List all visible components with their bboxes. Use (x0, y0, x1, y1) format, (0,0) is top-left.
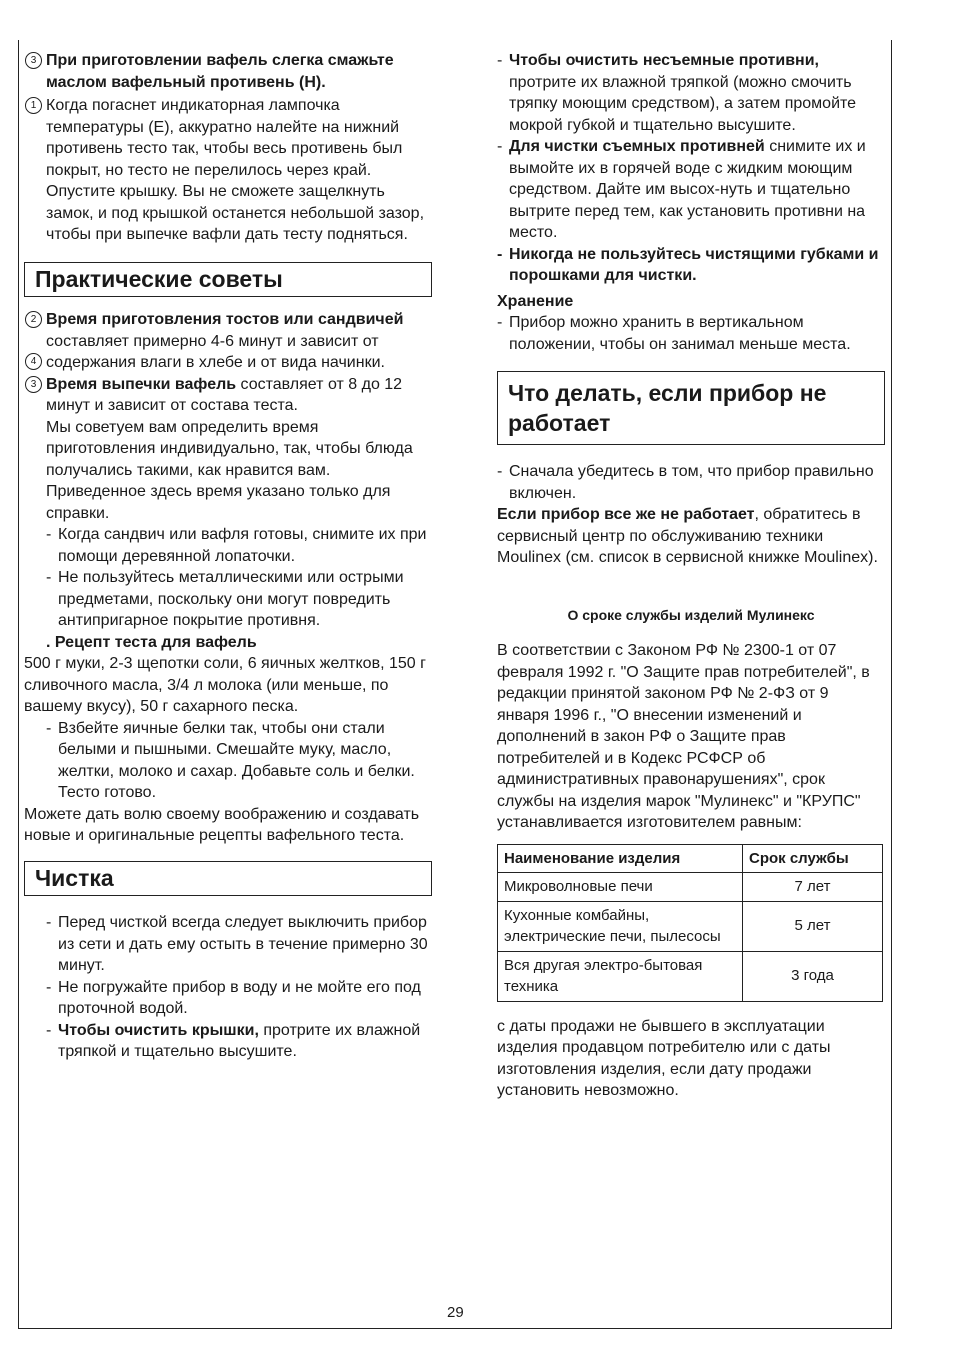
table-row (498, 901, 883, 951)
table-cell-term: 5 лет (743, 901, 883, 951)
table-header-row (498, 844, 883, 873)
recipe-ingredients: 500 г муки, 2-3 щепотки соли, 6 яичных желтков, 150 г сливочного масла, 3/4 л молока (или меньше, по вашему вкусу), 50 г сахарного песка. (24, 655, 426, 715)
trouble-contact-service: Если прибор все же не работает, обратитесь в сервисный центр по обслуживанию техники Moulinex (см. список в сервисной книжке Moulinex). (497, 506, 878, 566)
clean-unplug: - Перед чисткой всегда следует выключить прибор из сети и дать ему остыть в течение примерно 30 минут. (46, 912, 432, 977)
section-heading-tips: Практические советы (24, 262, 432, 298)
clean-warning: - Никогда не пользуйтесь чистящими губками и порошками для чистки. (497, 244, 885, 287)
section-heading-cleaning: Чистка (24, 861, 432, 897)
recipe-bullet-whisk: - Взбейте яичные белки так, чтобы они стали белыми и пышными. Смешайте муку, масло, желтки, молоко и сахар. Добавьте соль и белки. Тесто готово. (46, 718, 432, 804)
table-cell-product: Микроволновые печи (498, 873, 743, 902)
table-header-term: Срок службы (743, 844, 883, 873)
trouble-check-power: - Сначала убедитесь в том, что прибор правильно включен. (497, 461, 885, 504)
step-marker-1: 1 (25, 97, 42, 114)
step-marker-3: 3 (25, 52, 42, 69)
section-heading-troubleshooting: Что делать, если прибор не работает (497, 371, 885, 445)
page-number: 29 (447, 1304, 464, 1321)
table-cell-term: 7 лет (743, 873, 883, 902)
table-header-product: Наименование изделия (498, 844, 743, 873)
left-column (24, 50, 432, 1063)
clean-no-water: - Не погружайте прибор в воду и не мойте его под проточной водой. (46, 977, 432, 1020)
tip-bullet-spatula: - Когда сандвич или вафля готовы, снимите их при помощи деревянной лопаточки. (46, 524, 432, 567)
step-marker-3b: 3 (25, 376, 42, 393)
table-cell-product: Вся другая электро-бытовая техника (498, 951, 743, 1001)
tip-bullet-metal: - Не пользуйтесь металлическими или острыми предметами, поскольку они могут повредить антипригарное покрытие противня. (46, 567, 432, 632)
service-life-closing: с даты продажи не бывшего в эксплуатации изделия продавцом потребителю или с даты изготовления изделия, если дату продажи установить невозможно. (497, 1017, 831, 1099)
clean-fixed-plates: - Чтобы очистить несъемные противни, протрите их влажной тряпкой (можно смочить тряпку моющим средством), а затем промойте мокрой губкой и тщательно высушите. (497, 50, 885, 136)
step-close-lid: Опустите крышку. Вы не сможете защелкнуть замок, и под крышкой останется небольшой зазор, чтобы при выпечке вафли дать тесту подняться. (46, 183, 425, 243)
tip-advice: Мы советуем вам определить время приготовления индивидуально, так, чтобы блюда получались такими, как нравится вам. Приведенное здесь время указано только для справки. (46, 418, 413, 522)
recipe-imagination: Можете дать волю своему воображению и создавать новые и оригинальные рецепты вафельного теста. (24, 805, 420, 844)
step-waffle-grease: 3 При приготовлении вафель слегка смажьте маслом вафельный противень (H). (24, 50, 432, 93)
recipe-title: . Рецепт теста для вафель (46, 633, 257, 651)
table-row (498, 873, 883, 902)
storage-title: Хранение (497, 292, 574, 310)
step-marker-4: 4 (25, 353, 42, 370)
clean-lids: - Чтобы очистить крышки, протрите их влажной тряпкой и тщательно высушите. (46, 1020, 432, 1063)
storage-text: - Прибор можно хранить в вертикальном положении, чтобы он занимал меньше места. (497, 312, 885, 355)
step-pour-batter: 1 Когда погаснет индикаторная лампочка температуры (E), аккуратно налейте на нижний противень тесто так, чтобы весь противень был покрыт, но тесто не перелилось через край. (24, 95, 432, 181)
service-life-table (497, 844, 883, 1002)
tip-toast-time: 2 4 Время приготовления тостов или сандвичей составляет примерно 4-6 минут и зависит от содержания влаги в хлебе и от вида начинки. (24, 309, 432, 374)
step-marker-2: 2 (25, 311, 42, 328)
service-life-title: О сроке службы изделий Мулинекс (567, 606, 815, 623)
table-cell-product: Кухонные комбайны, электрические печи, пылесосы (498, 901, 743, 951)
clean-removable-plates: - Для чистки съемных противней снимите их и вымойте их в горячей воде с жидким моющим средством. Дайте им высох-нуть и тщательно вытрите перед тем, как установить противни на место. (497, 136, 885, 244)
right-column (497, 50, 885, 1102)
table-cell-term: 3 года (743, 951, 883, 1001)
service-life-text: В соответствии с Законом РФ № 2300-1 от 07 февраля 1992 г. "О Защите прав потребителей", в редакции принятой законом РФ № 2-ФЗ от 9 января 1996 г., "О внесении изменений и дополнений в закон РФ о Защите прав потребителей и в Кодекс РСФСР об административных правонарушениях", срок службы на изделия марок "Мулинекс" и "КРУПС" устанавливается изготовителем равным: (497, 642, 870, 831)
tip-waffle-time: 3 Время выпечки вафель составляет от 8 до 12 минут и зависит от состава теста. (24, 374, 432, 417)
table-row (498, 951, 883, 1001)
